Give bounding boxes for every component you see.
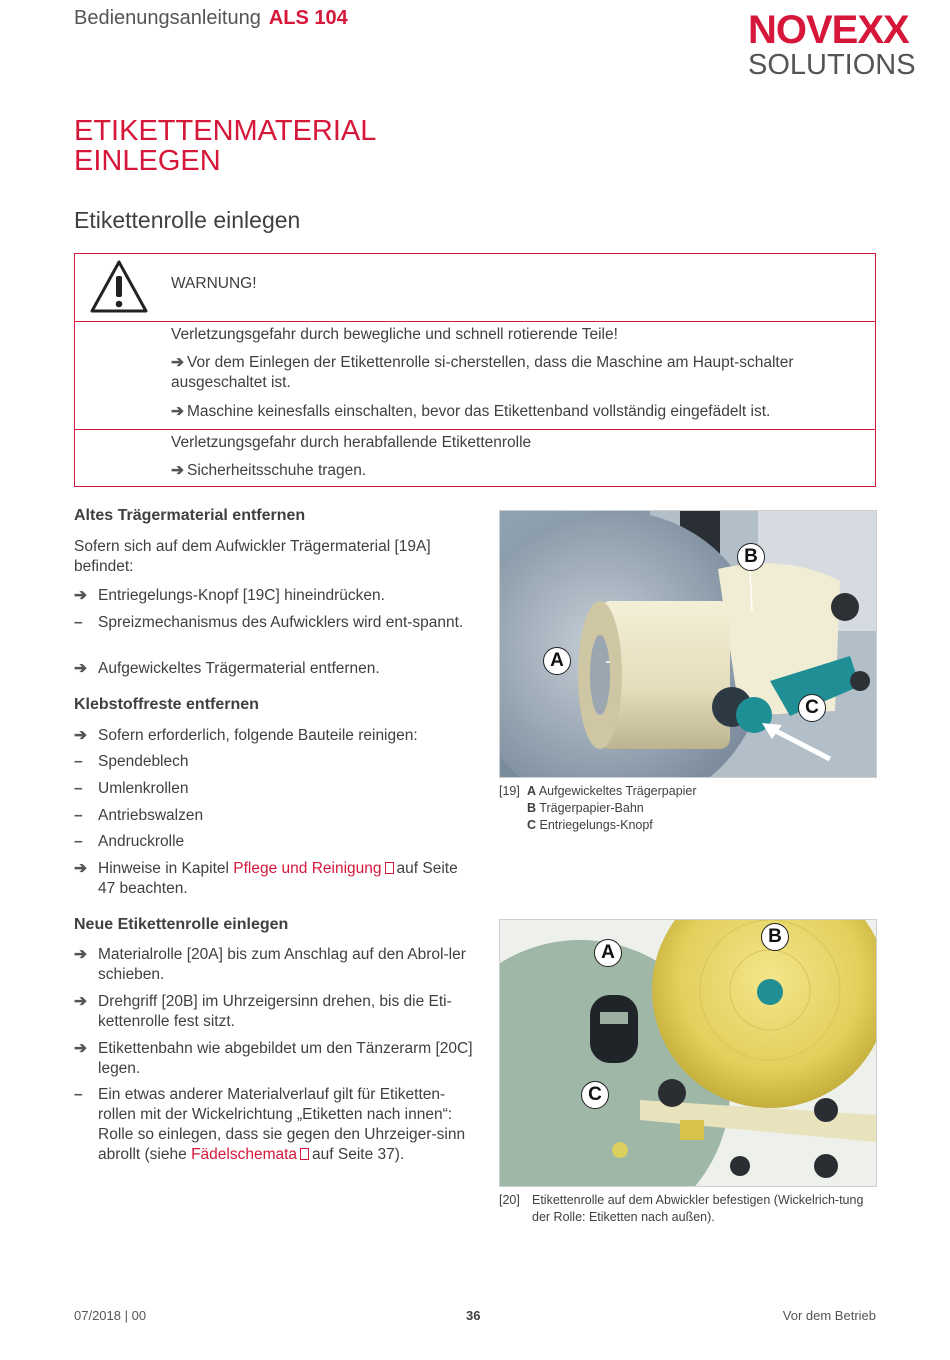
altes-step-2 [74,659,474,679]
arrow-icon: ➔ [74,993,87,1010]
warning-triangle-icon [89,259,149,315]
figure-20-callout-b: B [761,923,789,951]
warning-title: WARNUNG! [171,275,257,292]
arrow-icon: ➔ [171,403,184,420]
arrow-icon: ➔ [74,946,87,963]
arrow-icon: ➔ [74,1040,87,1057]
document-type [74,7,348,30]
arrow-icon: ➔ [74,727,87,744]
neue-step-2-text: Drehgriff [20B] im Uhrzeigersinn drehen, bis die Eti-kettenrolle fest sitzt. [98,993,452,1030]
footer-date-version: 07/2018 | 00 [74,1308,147,1323]
chapter-title-line-2: EINLEGEN [74,145,221,177]
figure-19-illustration [500,511,876,777]
legend-key-c: C [527,818,537,832]
kleb-hint-pre: Hinweise in Kapitel [98,860,229,877]
neue-step-1 [74,945,474,985]
warning-step-2 [171,402,855,422]
model-name: ALS 104 [268,7,348,29]
altes-step-2-text: Aufgewickeltes Trägermaterial entfernen. [98,660,380,677]
legend-key-a: A [527,784,537,798]
arrow-icon: ➔ [74,660,87,677]
figure-20-caption-number: [20] [499,1193,520,1207]
kleb-part-3 [74,806,474,826]
figure-19-photo [499,510,877,778]
warning-step-2-text: Maschine keinesfalls einschalten, bevor das Etikettenband vollständig eingefädelt ist. [187,403,771,420]
neue-step-3-text: Etikettenbahn wie abgebildet um den Tänzerarm [20C] legen. [98,1040,473,1077]
dash-marker: – [74,780,83,797]
altes-result-1 [74,613,474,633]
page-number: 36 [466,1308,481,1323]
kleb-part-3-text: Antriebswalzen [98,807,204,824]
figure-19-legend-b [527,800,644,817]
logo-line-2: SOLUTIONS [748,49,916,81]
neue-note-pre: Ein etwas anderer Materialverlauf gilt für Etiketten-rollen mit der Wickelrichtung „Etiketten nach innen“: Rolle so einlegen, dass sie gegen den Uhrzeiger-sinn abrollt (siehe [98,1086,466,1163]
logo-line-1: NOVEXX [748,8,909,52]
figure-20-callout-c: C [581,1081,609,1109]
warning-hazard-1: Verletzungsgefahr durch bewegliche und schnell rotierende Teile! [171,326,618,343]
warning-divider-1 [75,321,875,322]
kleb-step-1 [74,726,474,746]
arrow-icon: ➔ [171,354,184,371]
legend-text-c: Entriegelungs-Knopf [539,818,653,832]
figure-19-callout-c: C [798,694,826,722]
novexx-logo [748,10,938,82]
legend-text-b: Trägerpapier-Bahn [539,801,644,815]
figure-20-photo [499,919,877,1187]
figure-19-legend-c [527,817,653,834]
link-faedelschemata[interactable]: Fädelschemata [191,1146,298,1163]
neue-step-1-text: Materialrolle [20A] bis zum Anschlag auf den Abrol-ler schieben. [98,946,466,983]
figure-19-legend-a [527,783,697,800]
neue-note-post: auf Seite 37). [312,1146,405,1163]
warning-step-1 [171,353,855,393]
neue-note [74,1085,474,1165]
section-title: Etikettenrolle einlegen [74,207,301,233]
figure-20-callout-a: A [594,939,622,967]
neue-step-2 [74,992,474,1032]
kleb-part-2-text: Umlenkrollen [98,780,189,797]
altes-intro: Sofern sich auf dem Aufwickler Trägermaterial [19A] befindet: [74,538,431,575]
heading-altes-traegermaterial: Altes Trägermaterial entfernen [74,507,306,524]
warning-step-1-text: Vor dem Einlegen der Etikettenrolle si-cherstellen, dass die Maschine am Haupt-schalter ausgeschaltet ist. [171,354,794,391]
warning-step-3 [171,461,855,481]
dash-marker: – [74,833,83,850]
document-type-label: Bedienungsanleitung [74,7,261,29]
document-link-icon[interactable] [300,1148,309,1160]
arrow-icon: ➔ [74,587,87,604]
kleb-part-2 [74,779,474,799]
figure-20-illustration [500,920,876,1186]
altes-step-1 [74,586,474,606]
kleb-hint [74,859,474,899]
warning-step-3-text: Sicherheitsschuhe tragen. [187,462,367,479]
altes-result-1-text: Spreizmechanismus des Aufwicklers wird ent-spannt. [98,614,464,631]
kleb-step-1-text: Sofern erforderlich, folgende Bauteile reinigen: [98,727,418,744]
link-pflege-und-reinigung[interactable]: Pflege und Reinigung [233,860,382,877]
warning-divider-2 [75,429,875,430]
neue-step-3 [74,1039,474,1079]
document-link-icon[interactable] [385,862,394,874]
kleb-part-1 [74,752,474,772]
figure-19-callout-a: A [543,647,571,675]
heading-neue-etikettenrolle: Neue Etikettenrolle einlegen [74,916,289,933]
chapter-title [74,116,674,176]
kleb-part-4 [74,832,474,852]
dash-marker: – [74,614,83,631]
footer-chapter: Vor dem Betrieb [782,1308,876,1323]
figure-19-caption-number: [19] [499,784,520,798]
figure-19-callout-b: B [737,543,765,571]
kleb-part-1-text: Spendeblech [98,753,189,770]
kleb-part-4-text: Andruckrolle [98,833,185,850]
figure-20-caption: Etikettenrolle auf dem Abwickler befestigen (Wickelrich-tung der Rolle: Etiketten nach außen). [532,1193,864,1224]
arrow-icon: ➔ [171,462,184,479]
warning-box [74,253,876,487]
legend-text-a: Aufgewickeltes Trägerpapier [538,784,697,798]
chapter-title-line-1: ETIKETTENMATERIAL [74,115,377,147]
legend-key-b: B [527,801,537,815]
arrow-icon: ➔ [74,860,87,877]
dash-marker: – [74,1086,83,1103]
kleb-hint-post: auf Seite 47 beachten. [98,860,458,897]
dash-marker: – [74,753,83,770]
warning-hazard-2: Verletzungsgefahr durch herabfallende Etikettenrolle [171,434,532,451]
dash-marker: – [74,807,83,824]
altes-step-1-text: Entriegelungs-Knopf [19C] hineindrücken. [98,587,385,604]
heading-klebstoffreste: Klebstoffreste entfernen [74,696,259,713]
